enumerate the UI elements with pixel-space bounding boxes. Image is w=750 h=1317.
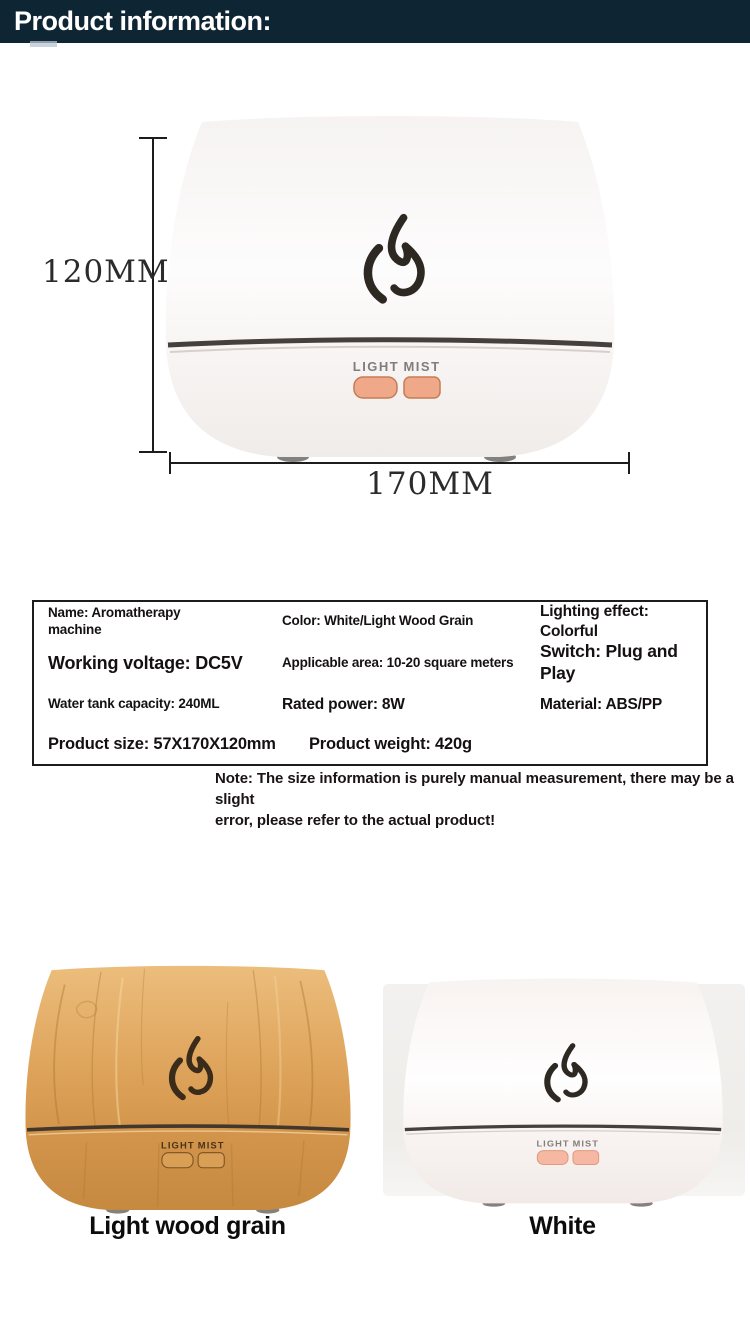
variant-wood-caption: Light wood grain — [89, 1212, 286, 1240]
mist-button — [198, 1153, 224, 1168]
diffuser-body — [403, 979, 722, 1204]
spec-product-weight: Product weight: 420g — [309, 734, 472, 753]
spec-material: Material: ABS/PP — [540, 696, 662, 714]
width-dimension-tick — [628, 452, 630, 474]
main-product-image — [150, 112, 630, 464]
spec-name — [34, 602, 279, 641]
light-button-label: LIGHT — [352, 359, 400, 374]
note-line-2: error, please refer to the actual product! — [215, 812, 496, 829]
spec-name-text: Name: Aromatherapy machine — [48, 604, 181, 637]
height-dimension-tick — [139, 137, 167, 139]
spec-rated-power: Rated power: 8W — [282, 696, 405, 714]
specs-table — [32, 600, 708, 766]
spec-applicable-area: Applicable area: 10-20 square meters — [282, 654, 514, 670]
spec-water-tank-capacity: Water tank capacity: 240ML — [48, 696, 220, 712]
width-dimension-tick — [169, 452, 171, 474]
spec-product-size: Product size: 57X170X120mm — [48, 734, 276, 753]
mist-button-label: MIST — [572, 1139, 599, 1149]
light-button-label: LIGHT — [161, 1140, 195, 1151]
variant-white-image — [392, 976, 734, 1208]
spec-empty-cell — [537, 725, 706, 764]
mist-button-label: MIST — [197, 1140, 225, 1151]
mist-button — [404, 377, 440, 398]
light-button — [162, 1153, 193, 1168]
height-dimension-label: 120MM — [42, 254, 170, 290]
spec-switch: Switch: Plug and Play — [540, 641, 678, 684]
mist-button-label: MIST — [403, 359, 441, 374]
variant-wood-image — [14, 963, 362, 1215]
width-dimension-line — [170, 462, 629, 464]
light-button — [354, 377, 397, 398]
height-dimension-tick — [139, 451, 167, 453]
width-dimension-label: 170MM — [366, 466, 494, 502]
spec-color: Color: White/Light Wood Grain — [282, 613, 474, 629]
light-button-label: LIGHT — [536, 1139, 570, 1149]
diffuser-body — [25, 966, 350, 1210]
spec-working-voltage: Working voltage: DC5V — [48, 653, 243, 674]
header-artifact — [30, 41, 57, 47]
page-title: Product information: — [14, 6, 271, 36]
diffuser-body — [166, 116, 614, 457]
mist-button — [573, 1151, 599, 1165]
variant-white-caption: White — [529, 1212, 596, 1240]
note-text — [215, 768, 750, 831]
height-dimension-line — [152, 138, 154, 452]
light-button — [537, 1151, 568, 1165]
spec-lighting-effect: Lighting effect: Colorful — [540, 603, 649, 640]
header-bar — [0, 0, 750, 43]
note-line-1: Note: The size information is purely manual measurement, there may be a slight — [215, 770, 734, 808]
